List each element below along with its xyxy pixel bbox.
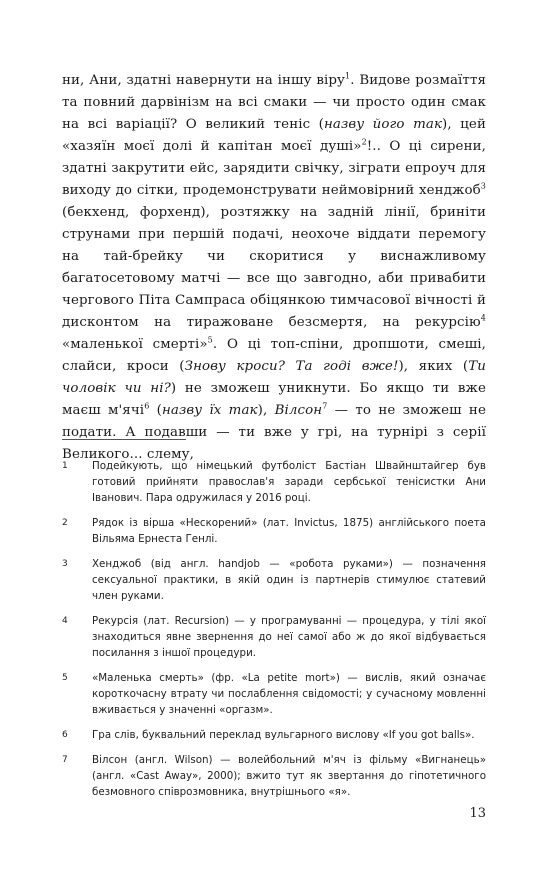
footnote-number: 5 [62,673,68,683]
footnote [62,752,486,800]
text-run: ), [257,403,275,418]
text-run: !.. О ці сирени, здатні закрутити ейс, зарядити свічку, зіграти епроуч для виходу до сітки, продемонструвати неймовірний хенджоб [62,139,486,198]
footnote-text: Рекурсія (лат. Recursion) — у програмуванні — процедура, у тілі якої знаходиться явне звернення до неї самої або ж до якої відбувається посилання з іншої процедури. [92,615,486,659]
italic-run: назву їх так [161,403,258,418]
footnote [62,515,486,547]
footnote [62,727,486,743]
text-run: . Видове розмаїття та повний дарвінізм на всі смаки — чи просто один смак на всі варіації? О великий теніс ( [62,73,486,132]
italic-run: Вілсон [274,403,323,418]
text-run: ) не зможеш уникнути. Бо якщо ти вже маєш м'ячі [62,381,486,418]
text-run: ), яких ( [398,359,469,374]
footnote-text: «Маленька смерть» (фр. «La petite mort») — вислів, який означає короткочасну втрату чи послаблення свідомості; у сучасному мовленні вживається у значенні «оргазм». [92,672,486,716]
footnote [62,670,486,718]
footnote-text: Вілсон (англ. Wilson) — волейбольний м'яч із фільму «Вигнанець» (англ. «Cast Away», 2000); вжито тут як звертання до гіпотетичного безмовного співрозмовника, внутрішнього «я». [92,754,486,798]
footnote-ref: 5 [207,335,213,345]
text-run: ( [149,403,162,418]
footnote-ref: 7 [322,401,328,411]
footnote-text: Рядок із вірша «Нескорений» (лат. Invictus, 1875) англійського поета Вільяма Ернеста Генлі. [92,517,486,545]
main-paragraph [62,70,486,466]
footnote-divider [62,439,186,440]
footnote-text: Хенджоб (від англ. handjob — «робота руками») — позначення сексуальної практики, в якій один із партнерів стимулює статевий член руками. [92,558,486,602]
footnote [62,556,486,604]
footnote-ref: 3 [480,181,486,191]
text-run: (бекхенд, форхенд), розтяжку на задній лінії, бриніти струнами при першій подачі, неохоче віддати перемогу на тай-брейку чи скоритися у виснажливому багатосетовому матчі — все що завгодно, аби привабити чергового Піта Сампраса обіцянкою тимчасової вічності й дисконтом на тиражоване безсмертя, на рекурсію [62,205,486,330]
text-run: «маленької смерті» [62,337,208,352]
footnote-ref: 2 [361,137,367,147]
text-run: — то не зможеш не подати. А подавши — ти вже у грі, на турнірі з серії Великого... слему, [62,403,486,462]
footnote-text: Подейкують, що німецький футболіст Бастіан Швайнштайгер був готовий прийняти православ'я заради сербської тенісистки Ани Іванович. Пара одружилася у 2016 році. [92,460,486,504]
page-number: 13 [469,806,486,821]
footnote-number: 6 [62,730,68,740]
footnote-number: 2 [62,518,68,528]
footnote-ref: 4 [480,313,486,323]
italic-run: Знову кроси? Та годі вже! [184,359,399,374]
footnote-number: 3 [62,559,68,569]
text-run: ), цей «хазяїн моєї долі й капітан моєї душі» [62,117,486,154]
italic-run: Ти чоловік чи ні? [62,359,486,396]
footnote-ref: 1 [345,71,351,81]
text-run: ни, Ани, здатні навернути на іншу віру [62,73,346,88]
footnote-number: 4 [62,616,68,626]
footnotes-section [62,458,486,809]
text-run: . О ці топ-спіни, дропшоти, смеші, слайси, кроси ( [62,337,486,374]
italic-run: назву його так [324,117,443,132]
footnote [62,613,486,661]
footnote-number: 1 [62,461,68,471]
footnote-number: 7 [62,755,68,765]
footnote [62,458,486,506]
footnote-text: Гра слів, буквальний переклад вульгарного вислову «If you got balls». [92,729,475,741]
footnote-ref: 6 [144,401,150,411]
